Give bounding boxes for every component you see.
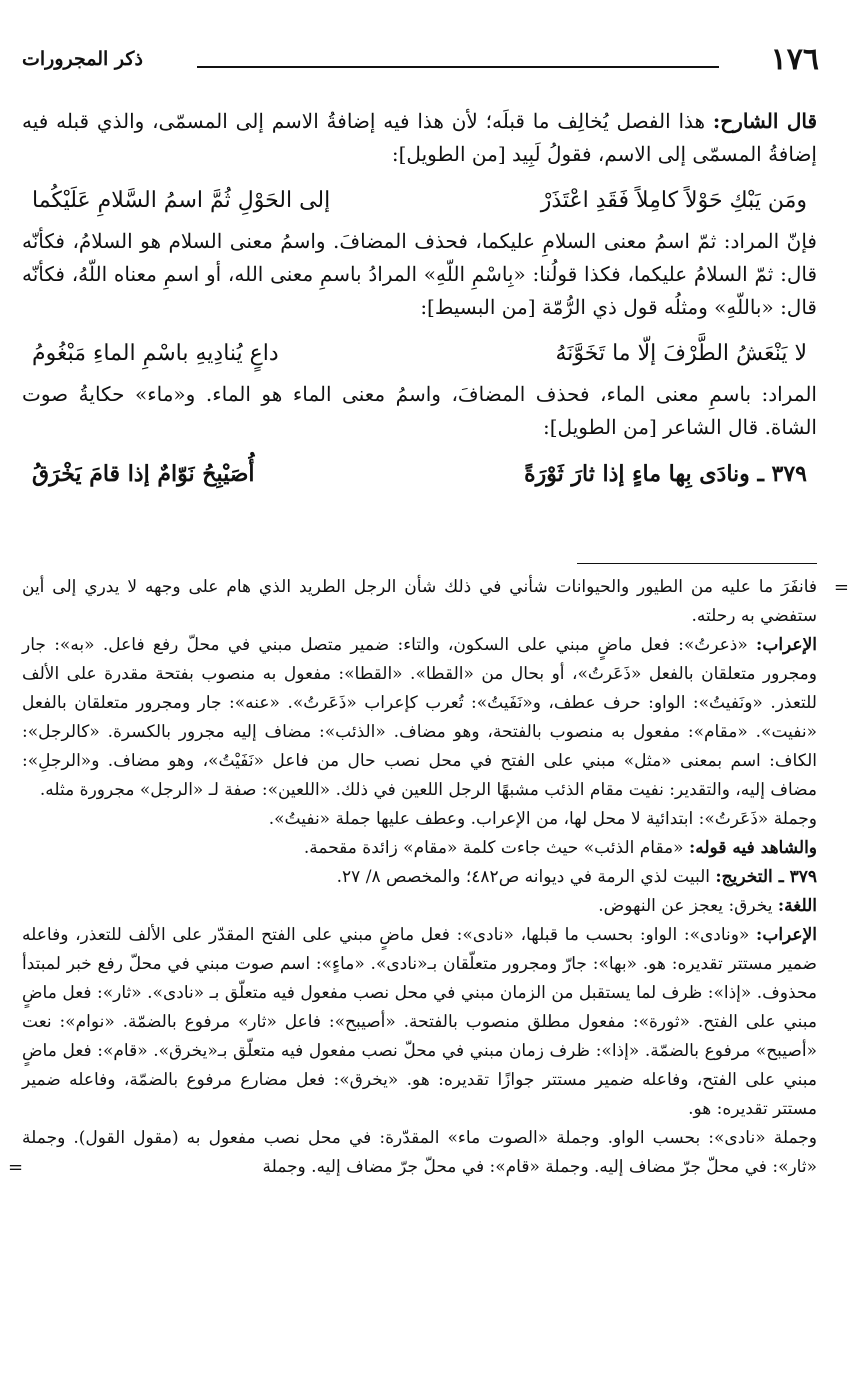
footnote-paragraph: وجملة «نادى»: بحسب الواو. وجملة «الصوت ماء» المقدّرة: في محل نصب مفعول به (مقول القول). وجملة «ثار»: في محلّ جرّ مضاف إليه. وجملة «قام»: في محلّ جرّ مضاف إليه. وجملة =	[22, 1124, 817, 1182]
footnote-separator	[577, 563, 817, 564]
verse-hemistich-second: إلى الحَوْلِ ثُمَّ اسمُ السَّلامِ عَلَيْكُما	[32, 188, 331, 213]
continuation-marker: =	[8, 1157, 24, 1178]
verse-hemistich-second: أُصَيْبِحُ نَوّامٌ إذا قامَ يَخْرَقُ	[32, 461, 255, 487]
header-rule	[197, 66, 719, 68]
footnote-paragraph: الإعراب: «ونادى»: الواو: بحسب ما قبلها، «نادى»: فعل ماضٍ مبني على الفتح المقدّر على الألف للتعذر، وفاعله ضمير مستتر تقديره: هو. «بها»: جارّ ومجرور متعلّقان بـ«نادى». «ماءٍ»: اسم صوت مبني في محلّ رفع خبر لمبتدأ محذوف. «إذا»: ظرف لما يستقبل من الزمان مبني في محل نصب مفعول فيه متعلّق بـ «نادى». «ثار»: فعل ماضٍ مبني على الفتح. «ثورة»: مفعول مطلق منصوب بالفتحة. «أصيبح»: فاعل «ثار» مرفوع بالضمّة. «نوام»: نعت «أصيبح» مرفوع بالضمّة. «إذا»: ظرف زمان مبني في محلّ نصب مفعول فيه متعلّق بـ«يخرق». «قام»: فعل ماضٍ مبني على الفتح، وفاعله ضمير مستتر جوازًا تقديره: هو. «يخرق»: فعل مضارع مرفوع بالضمّة، وفاعله ضمير مستتر تقديره: هو.	[22, 925, 817, 1119]
verse-hemistich-first: لا يَنْعَشُ الطَّرْفَ إلّا ما تَخَوَّنَهُ	[555, 341, 807, 366]
continuation-marker: =	[833, 577, 849, 598]
verse-hemistich-second: داعٍ يُنادِيهِ باسْمِ الماءِ مَبْغُومُ	[32, 341, 279, 366]
verse-1	[32, 181, 807, 221]
paragraph-explanation-2: المراد: باسمِ معنى الماء، فحذف المضافَ، واسمُ معنى الماء هو الماء. و«ماء» حكايةُ صوت الشاة. قال الشاعر [من الطويل]:	[22, 382, 817, 439]
verse-hemistich-first: ٣٧٩ ـ ونادَى بِها ماءٍ إذا ثارَ ثَوْرَةً	[524, 461, 807, 487]
verse-number: ٣٧٩ ـ	[757, 461, 807, 487]
commentator-label: قال الشارح:	[712, 109, 818, 133]
verse-hemistich-first: ومَن يَبْكِ حَوْلاً كامِلاً فَقَدِ اعْتَذَرْ	[540, 188, 807, 213]
page-header	[22, 42, 819, 82]
paragraph-text: هذا الفصل يُخالِف ما قبلَه؛ لأن هذا فيه إضافةُ الاسم إلى المسمّى، والذي قبله فيه إضافةُ المسمّى إلى الاسم، فقولُ لَبِيد [من الطويل]:	[22, 109, 817, 166]
verse-3	[32, 454, 807, 494]
page-number: ١٧٦	[770, 42, 819, 77]
paragraph-explanation: فإنّ المراد: ثمّ اسمُ معنى السلامِ عليكما، فحذف المضافَ. واسمُ معنى السلام هو السلامُ، فكأنّه قال: ثمّ السلامُ عليكما، فكذا قولُنا: «بِاسْمِ اللّهِ» المرادُ باسمِ معنى الله، أو اسمِ معناه اللّهُ، فكأنّه قال: «باللّهِ» ومثلُه قول ذي الرُّمّة [من البسيط]:	[22, 229, 817, 319]
footnote-paragraph: والشاهد فيه قوله: «مقام الذئب» حيث جاءت كلمة «مقام» زائدة مقحمة.	[303, 838, 817, 858]
footnote-paragraph: اللغة: يخرق: يعجز عن النهوض.	[598, 896, 817, 916]
footnote-label: والشاهد فيه قوله:	[688, 838, 817, 858]
footnote-label: الإعراب:	[756, 925, 817, 945]
verse-2	[32, 334, 807, 374]
footnote-label: اللغة:	[777, 896, 817, 916]
footnote-label: ٣٧٩ ـ التخريج:	[715, 867, 817, 887]
footnote-label: الإعراب:	[756, 635, 817, 655]
footnote-paragraph: فانفَرَ ما عليه من الطيور والحيوانات شأني في ذلك شأن الرجل الطريد الذي هام على وجهه لا يدري إلى أين ستفضي به رحلته.	[22, 577, 817, 626]
footnotes	[8, 573, 849, 1182]
footnote-paragraph: الإعراب: «ذعرتُ»: فعل ماضٍ مبني على السكون، والتاء: ضمير متصل مبني في محلّ رفع فاعل. «به»: جار ومجرور متعلقان بالفعل «ذَعَرتُ»، أو بحال من «القطا». «القطا»: مفعول به منصوب بفتحة مقدرة على الألف للتعذر. «ونَفيتُ»: الواو: حرف عطف، و«نَفَيتُ»: تُعرب كإعراب «ذَعَرتُ». «عنه»: جار ومجرور متعلقان بالفعل «نفيت». «مقام»: مفعول به منصوب بالفتحة، وهو مضاف. «الذئب»: مضاف إليه مجرور بالكسرة. «كالرجل»: الكاف: اسم بمعنى «مثل» مبني على الفتح في محل نصب حال من فاعل «نَفَيْتُ»، وهو مضاف. و«الرجلِ»: مضاف إليه، والتقدير: نفيت مقام الذئب مشبهًا الرجل اللعين في ذلك. «اللعين»: صفة لـ «الرجل» مجرورة مثله.	[22, 635, 817, 800]
footnote-paragraph: ٣٧٩ ـ التخريج: البيت لذي الرمة في ديوانه ص٤٨٢؛ والمخصص ٨/ ٢٧.	[336, 867, 817, 887]
paragraph-commentary	[22, 105, 817, 171]
footnote-paragraph: وجملة «ذَعَرتُ»: ابتدائية لا محل لها، من الإعراب. وعطف عليها جملة «نفيتُ».	[268, 809, 817, 829]
main-text	[22, 105, 817, 498]
running-title: ذكر المجرورات	[22, 48, 143, 70]
